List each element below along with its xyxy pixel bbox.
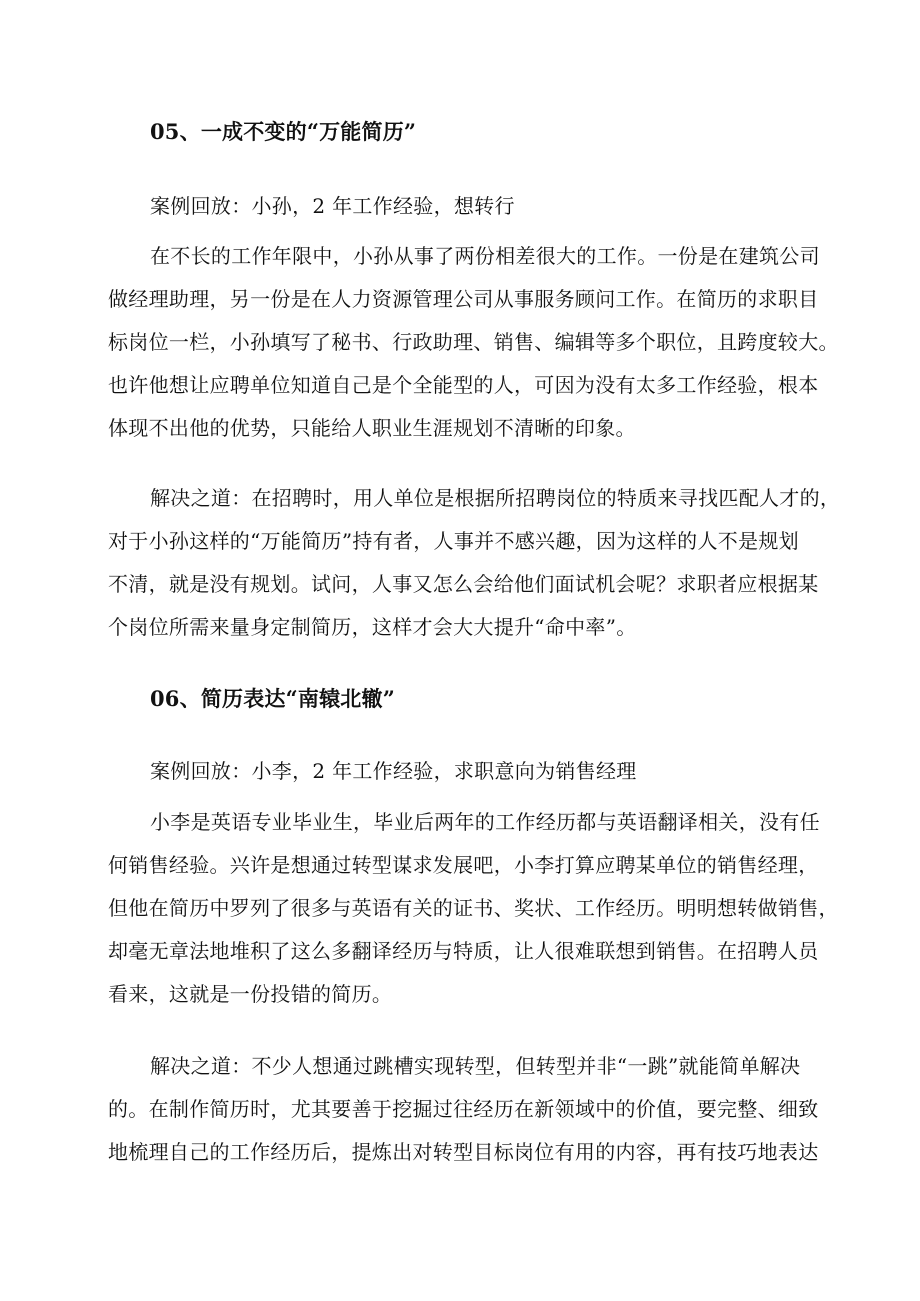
section-05-solution-line-2: 对于小孙这样的“万能简历”持有者，人事并不感兴趣，因为这样的人不是规划 [108,529,799,553]
section-05-case-line-4: 也许他想让应聘单位知道自己是个全能型的人，可因为没有太多工作经验，根本 [108,373,819,397]
section-06-case-line-4: 却毫无章法地堆积了这么多翻译经历与特质，让人很难联想到销售。在招聘人员 [108,939,819,963]
section-06-solution-line-3: 地梳理自己的工作经历后，提炼出对转型目标岗位有用的内容，再有技巧地表达 [108,1140,819,1164]
section-06-solution-line-2: 的。在制作简历时，尤其要善于挖掘过往经历在新领域中的价值，要完整、细致 [108,1097,819,1121]
section-06-case-line-5: 看来，这就是一份投错的简历。 [108,982,393,1006]
section-06-case-line-1: 小李是英语专业毕业生，毕业后两年的工作经历都与英语翻译相关，没有任 [150,810,820,834]
section-05-case-title: 案例回放：小孙，2 年工作经验，想转行 [150,194,515,218]
section-05-solution-line-3: 不清，就是没有规划。试问，人事又怎么会给他们面试机会呢？求职者应根据某 [108,572,819,596]
section-05-case-line-2: 做经理助理，另一份是在人力资源管理公司从事服务顾问工作。在简历的求职目 [108,287,819,311]
section-06-case-line-3: 但他在简历中罗列了很多与英语有关的证书、奖状、工作经历。明明想转做销售， [108,896,839,920]
section-06-solution-line-1: 解决之道：不少人想通过跳槽实现转型，但转型并非“一跳”就能简单解决 [150,1054,801,1078]
section-05-solution-line-1: 解决之道：在招聘时，用人单位是根据所招聘岗位的特质来寻找匹配人才的， [150,486,841,510]
section-06-case-line-2: 何销售经验。兴许是想通过转型谋求发展吧，小李打算应聘某单位的销售经理， [108,853,819,877]
section-06-heading: 06、简历表达“南辕北辙” [150,686,395,711]
section-05-solution-line-4: 个岗位所需来量身定制简历，这样才会大大提升“命中率”。 [108,615,637,639]
section-05-case-line-5: 体现不出他的优势，只能给人职业生涯规划不清晰的印象。 [108,416,636,440]
section-06-case-title: 案例回放：小李，2 年工作经验，求职意向为销售经理 [150,759,637,783]
section-05-case-line-3: 标岗位一栏，小孙填写了秘书、行政助理、销售、编辑等多个职位，且跨度较大。 [108,330,839,354]
section-05-heading: 05、一成不变的“万能简历” [150,119,417,144]
section-05-case-line-1: 在不长的工作年限中，小孙从事了两份相差很大的工作。一份是在建筑公司 [150,244,820,268]
